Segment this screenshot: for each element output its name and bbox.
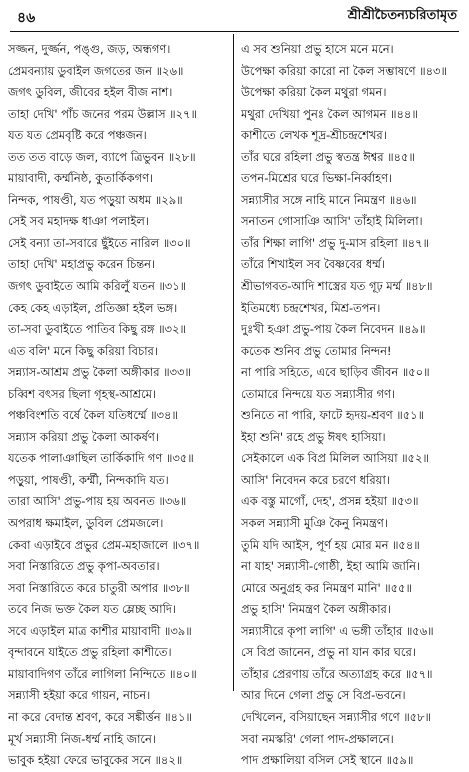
verse-line: সন্ন্যাসীরে কৃপা লাগি' এ ভঙ্গী তাঁহার ॥৫৬॥ <box>241 623 434 638</box>
verse-line: তাঁহার প্রেরণায় তাঁরে অত্যাগ্রহ করে ॥৫৭॥ <box>241 666 433 681</box>
verse-line: ইহা শুনি' রহে প্রভু ঈষৎ হাসিয়া। <box>241 429 386 444</box>
verse-line: অপরাধ ক্ষমাইল, ডুবিল প্রেমজলে। <box>8 516 164 531</box>
verse-line: তারা আসি' প্রভু-পায় হয় অবনত ॥৩৬॥ <box>8 494 187 509</box>
verse-line: উপেক্ষা করিয়া কৈল মথুরা গমন। <box>241 85 387 100</box>
verse-line: যতেক পালাঞাছিল তার্কিকাদি গণ ॥৩৫॥ <box>8 451 194 466</box>
verse-line: পঞ্চবিংশতি বর্ষে কৈল যতিধর্ম্মে ॥৩৪॥ <box>8 408 178 423</box>
verse-line: চব্বিশ বৎসর ছিলা গৃহস্থ-আশ্রমে। <box>8 386 157 401</box>
verse-line: সেই বন্যা তা-সবারে ছুঁইতে নারিল ॥৩০॥ <box>8 235 191 250</box>
left-column <box>8 39 226 772</box>
verse-line: ভাবুক হইয়া ফেরে ভাবুকের সনে ॥৪২॥ <box>8 753 183 768</box>
verse-line: তোমারে নিন্দয়ে যত সন্ন্যাসীর গণ। <box>241 386 395 401</box>
verse-line: ইতিমধ্যে চন্দ্রশেখর, মিশ্র-তপন। <box>241 300 381 315</box>
verse-line: কেহ কেহ এড়াইল, প্রতিজ্ঞা হইল ভঙ্গ। <box>8 300 178 315</box>
verse-line: আসি' নিবেদন করে চরণে ধরিয়া। <box>241 472 390 487</box>
page-header <box>0 0 469 34</box>
verse-line: উপেক্ষা করিয়া কারো না কৈল সম্ভাষণে ॥৪৩॥ <box>241 63 447 78</box>
verse-line: প্রভু হাসি' নিমন্ত্রণ কৈল অঙ্গীকার। <box>241 602 391 617</box>
verse-line: না করে বেদান্ত শ্রবণ, করে সঙ্কীর্ত্তন ॥৪১॥ <box>8 709 192 724</box>
header-rule <box>10 31 459 32</box>
verse-line: মায়াবাদী, কর্ম্মনিষ্ঠ, কুতার্কিকগণ। <box>8 171 154 186</box>
verse-line: সন্ন্যাসী হইয়া করে গায়ন, নাচন। <box>8 688 151 703</box>
verse-line: তাহা দেখি' মহাপ্রভু করেন চিন্তন। <box>8 257 156 272</box>
verse-line: সে বিপ্র জানেন, প্রভু না যান কার ঘরে। <box>241 645 416 660</box>
book-title: শ্রীশ্রীচৈতন্যচরিতামৃত <box>347 8 457 23</box>
verse-line: শ্রীভাগবত-আদি শাস্ত্রের যত গূঢ় মর্ম্ম ॥৪৮॥ <box>241 279 433 294</box>
verse-line: কেবা এড়াইবে প্রভুর প্রেম-মহাজালে ॥৩৭॥ <box>8 537 200 552</box>
verse-line: কাশীতে লেখক শূদ্র-শ্রীচন্দ্রশেখর। <box>241 128 387 143</box>
verse-line: সকল সন্ন্যাসী মুঞি কৈনু নিমন্ত্রণ। <box>241 516 388 531</box>
verse-line: দেখিলেন, বসিয়াছেন সন্ন্যাসীর গণে ॥৫৮॥ <box>241 709 431 724</box>
verse-line: পড়ুয়া, পাষণ্ডী, কর্ম্মী, নিন্দকাদি যত। <box>8 472 169 487</box>
verse-line: না যাহ' সন্ন্যাসী-গোষ্ঠী, ইহা আমি জানি। <box>241 559 420 574</box>
verse-line: সবে এড়াইল মাত্র কাশীর মায়াবাদী ॥৩৯॥ <box>8 623 192 638</box>
verse-line: তা-সবা ডুবাইতে পাতিব কিছু রঙ্গ ॥৩২॥ <box>8 322 186 337</box>
verse-line: না পারি সহিতে, এবে ছাড়িব জীবন ॥৫০॥ <box>241 365 430 380</box>
verse-line: সন্ন্যাস-আশ্রম প্রভু কৈলা অঙ্গীকার ॥৩৩॥ <box>8 365 191 380</box>
verse-line: প্রেমবন্যায় ডুবাইল জগতের জন ॥২৬॥ <box>8 63 184 78</box>
verse-line: সবা নিস্তারিতে প্রভু কৃপা-অবতার। <box>8 559 160 574</box>
verse-line: মথুরা দেখিয়া পুনঃ কৈল আগমন ॥৪৪॥ <box>241 106 418 121</box>
verse-line: তাঁরে শিখাইল সব বৈষ্ণবের ধর্ম্ম। <box>241 257 385 272</box>
verse-line: এত বলি' মনে কিছু করিয়া বিচার। <box>8 343 158 358</box>
verse-line: তপন-মিশ্রের ঘরে ভিক্ষা-নির্ব্বাহণ। <box>241 171 393 186</box>
verse-line: আর দিনে গেলা প্রভু সে বিপ্র-ভবনে। <box>241 688 406 703</box>
verse-line: কতেক শুনিব প্রভু তোমার নিন্দন! <box>241 343 392 358</box>
verse-line: তাঁর শিক্ষা লাগি' প্রভু দু-মাস রহিলা ॥৪৭॥ <box>241 235 429 250</box>
verse-line: নিন্দক, পাষণ্ডী, যত পড়ুয়া অধম ॥২৯॥ <box>8 192 183 207</box>
verse-line: তাহা দেখি' পাঁচ জনের পরম উল্লাস ॥২৭॥ <box>8 106 197 121</box>
verse-line: সনাতন গোসাঞি আসি' তাঁহাই মিলিলা। <box>241 214 423 229</box>
verse-line: তুমি যদি আইস, পূর্ণ হয় মোর মন ॥৫৪॥ <box>241 537 420 552</box>
right-column <box>241 39 459 772</box>
verse-line: তাঁর ঘরে রহিলা প্রভু স্বতন্ত্র ঈশ্বর ॥৪৫॥ <box>241 149 415 164</box>
verse-line: সবা নিস্তারিতে করে চাতুরী অপার ॥৩৮॥ <box>8 580 190 595</box>
verse-line: সবা নমস্করি' গেলা পাদ-প্রক্ষালনে। <box>241 731 394 746</box>
verse-line: সন্ন্যাসীর সঙ্গে নাহি মানে নিমন্ত্রণ ॥৪৬॥ <box>241 192 417 207</box>
verse-line: শুনিতে না পারি, ফাটে হৃদয়-শ্রবণ ॥৫১॥ <box>241 408 425 423</box>
verse-line: দুঃখী হঞা প্রভু-পায় কৈল নিবেদন ॥৪৯॥ <box>241 322 426 337</box>
verse-line: তত তত বাড়ে জল, ব্যাপে ত্রিভুবন ॥২৮॥ <box>8 149 196 164</box>
verse-line: সেই সব মহাদক্ষ ধাঞা পলাইল। <box>8 214 149 229</box>
verse-line: বৃন্দাবনে যাইতে প্রভু রহিলা কাশীতে। <box>8 645 172 660</box>
verse-line: মায়াবাদিগণ তাঁরে লাগিলা নিন্দিতে ॥৪০॥ <box>8 666 197 681</box>
verse-line: এক বস্তু মাগোঁ, দেহ', প্রসন্ন হইয়া ॥৫৩॥ <box>241 494 419 509</box>
verse-line: এ সব শুনিয়া প্রভু হাসে মনে মনে। <box>241 42 394 56</box>
verse-line: জগৎ ডুবাইতে আমি করিলুঁ যতন ॥৩১॥ <box>8 279 187 294</box>
verse-line: জগৎ ডুবিল, জীবের হইল বীজ নাশ। <box>8 85 173 100</box>
verse-line: মোরে অনুগ্রহ কর নিমন্ত্রণ মানি' ॥৫৫॥ <box>241 580 412 595</box>
verse-line: যত যত প্রেমবৃষ্টি করে পঞ্চজন। <box>8 128 147 143</box>
verse-line: সন্ন্যাস করিয়া প্রভু কৈলা আকর্ষণ। <box>8 429 159 444</box>
verse-line: তবে নিজ ভক্ত কৈল যত ম্লেচ্ছ আদি। <box>8 602 176 617</box>
verse-line: পাদ প্রক্ষালিয়া বসিল সেই স্থানে ॥৫৯॥ <box>241 753 414 768</box>
verse-line: সেইকালে এক বিপ্র মিলিল আসিয়া ॥৫২॥ <box>241 451 429 466</box>
page-number: ৪৬ <box>17 10 36 26</box>
verse-line: মূর্খ সন্ন্যাসী নিজ-ধর্ম্ম নাহি জানে। <box>8 731 156 746</box>
verse-line: সজ্জন, দুর্জ্জন, পঙ্গু, জড়, অন্ধগণ। <box>8 42 171 56</box>
column-divider <box>233 34 234 691</box>
